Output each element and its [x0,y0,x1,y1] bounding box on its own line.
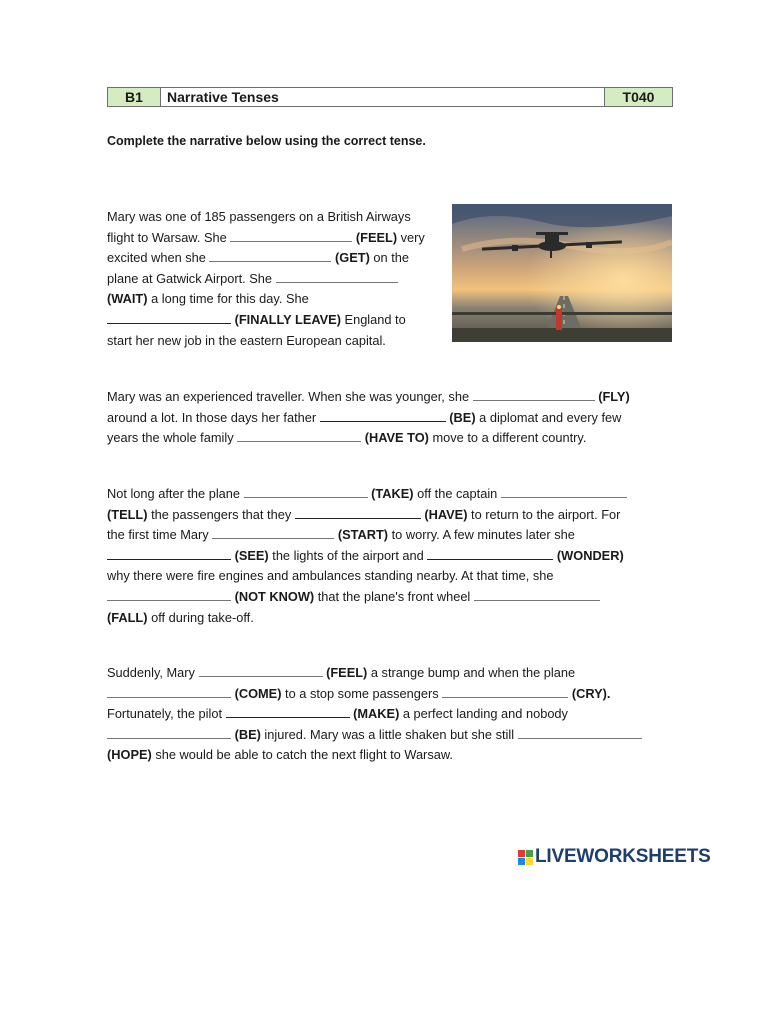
narrative-text: to worry. A few minutes later she [388,527,575,543]
instruction-text: Complete the narrative below using the correct tense. [107,134,426,148]
narrative-text: very [397,229,425,245]
paragraph-1 [107,207,425,351]
verb-prompt: (FEEL) [326,665,368,680]
code-cell: T040 [605,88,672,106]
answer-blank[interactable] [107,684,231,698]
title-cell: Narrative Tenses [161,88,605,106]
verb-prompt: (FEEL) [355,229,398,245]
narrative-text: off the captain [413,486,501,501]
verb-prompt: (FINALLY LEAVE) [234,311,341,327]
text-line [107,608,627,629]
answer-blank[interactable] [427,546,553,560]
narrative-text: Mary was one of 185 passengers on a British Airways [107,209,411,224]
text-line [107,725,642,746]
narrative-text: England to [340,311,406,327]
text-line [107,745,642,766]
narrative-text: start her new job in the eastern European capital. [107,332,386,348]
level-cell: B1 [108,88,161,106]
verb-prompt: (TELL) [107,506,148,522]
paragraph-2 [107,387,630,449]
liveworksheets-logo [518,846,711,868]
answer-blank[interactable] [226,704,350,718]
text-line [107,310,425,331]
narrative-text: a diplomat and every few [475,409,622,425]
narrative-text: excited when she [107,250,210,266]
airplane-landing-photo [452,204,672,342]
narrative-text: the passengers that they [147,506,295,522]
answer-blank[interactable] [230,228,352,242]
narrative-text: why there were fire engines and ambulances standing nearby. At that time, she [107,568,554,584]
text-line [107,546,627,567]
verb-prompt: (HAVE TO) [364,430,429,446]
answer-blank[interactable] [473,387,595,401]
verb-prompt: (BE) [449,409,476,425]
narrative-text: injured. Mary was a little shaken but she still [260,726,518,742]
verb-prompt: (SEE) [234,547,269,563]
narrative-text: to a stop some passengers [281,685,443,701]
text-line [107,505,627,526]
narrative-text: move to a different country. [428,430,587,446]
text-line [107,269,425,290]
verb-prompt: (CRY). [571,685,611,701]
answer-blank[interactable] [209,248,331,262]
text-line [107,663,642,684]
text-line [107,428,630,449]
answer-blank[interactable] [442,684,568,698]
paragraph-4 [107,663,642,766]
narrative-text: Not long after the plane [107,486,244,501]
narrative-text: to return to the airport. For [467,506,621,522]
answer-blank[interactable] [295,505,421,519]
answer-blank[interactable] [518,725,642,739]
text-line [107,704,642,725]
narrative-text: a perfect landing and nobody [399,706,568,722]
answer-blank[interactable] [501,484,627,498]
verb-prompt: (HAVE) [424,506,468,522]
logo-text: LIVEWORKSHEETS [535,846,711,867]
text-line [107,408,630,429]
worksheet-header [107,87,673,107]
text-line [107,566,627,587]
text-line [107,587,627,608]
narrative-text: on the [369,250,409,266]
narrative-text: a strange bump and when the plane [367,665,576,680]
text-line [107,248,425,269]
answer-blank[interactable] [107,310,231,324]
logo-mark-icon [518,850,533,865]
verb-prompt: (GET) [335,250,370,266]
verb-prompt: (START) [337,527,389,543]
narrative-text: a long time for this day. She [147,291,309,307]
text-line [107,289,425,310]
narrative-text: flight to Warsaw. She [107,229,231,245]
paragraph-3 [107,484,627,628]
answer-blank[interactable] [212,525,334,539]
narrative-text: Suddenly, Mary [107,665,199,680]
narrative-text: off during take-off. [147,609,254,625]
answer-blank[interactable] [244,484,368,498]
verb-prompt: (COME) [234,685,282,701]
answer-blank[interactable] [276,269,398,283]
narrative-text: years the whole family [107,430,238,446]
narrative-text: the first time Mary [107,527,213,543]
verb-prompt: (MAKE) [353,706,400,722]
answer-blank[interactable] [237,428,361,442]
narrative-text: plane at Gatwick Airport. She [107,270,276,286]
text-line [107,684,642,705]
text-line [107,228,425,249]
answer-blank[interactable] [107,546,231,560]
answer-blank[interactable] [320,408,446,422]
answer-blank[interactable] [474,587,600,601]
narrative-text: the lights of the airport and [268,547,428,563]
verb-prompt: (WONDER) [556,547,624,563]
text-line [107,484,627,505]
narrative-text: Fortunately, the pilot [107,706,226,722]
narrative-text: Mary was an experienced traveller. When she was younger, she [107,389,473,404]
text-line [107,331,425,352]
answer-blank[interactable] [199,663,323,677]
text-line [107,387,630,408]
answer-blank[interactable] [107,587,231,601]
verb-prompt: (BE) [234,726,261,742]
narrative-text: around a lot. In those days her father [107,409,320,425]
answer-blank[interactable] [107,725,231,739]
verb-prompt: (TAKE) [371,486,414,501]
verb-prompt: (FLY) [598,389,630,404]
verb-prompt: (WAIT) [107,291,148,307]
text-line [107,207,425,228]
narrative-text: she would be able to catch the next flight to Warsaw. [151,747,453,763]
narrative-text: that the plane's front wheel [314,588,474,604]
verb-prompt: (NOT KNOW) [234,588,315,604]
verb-prompt: (FALL) [107,609,148,625]
verb-prompt: (HOPE) [107,747,152,763]
text-line [107,525,627,546]
